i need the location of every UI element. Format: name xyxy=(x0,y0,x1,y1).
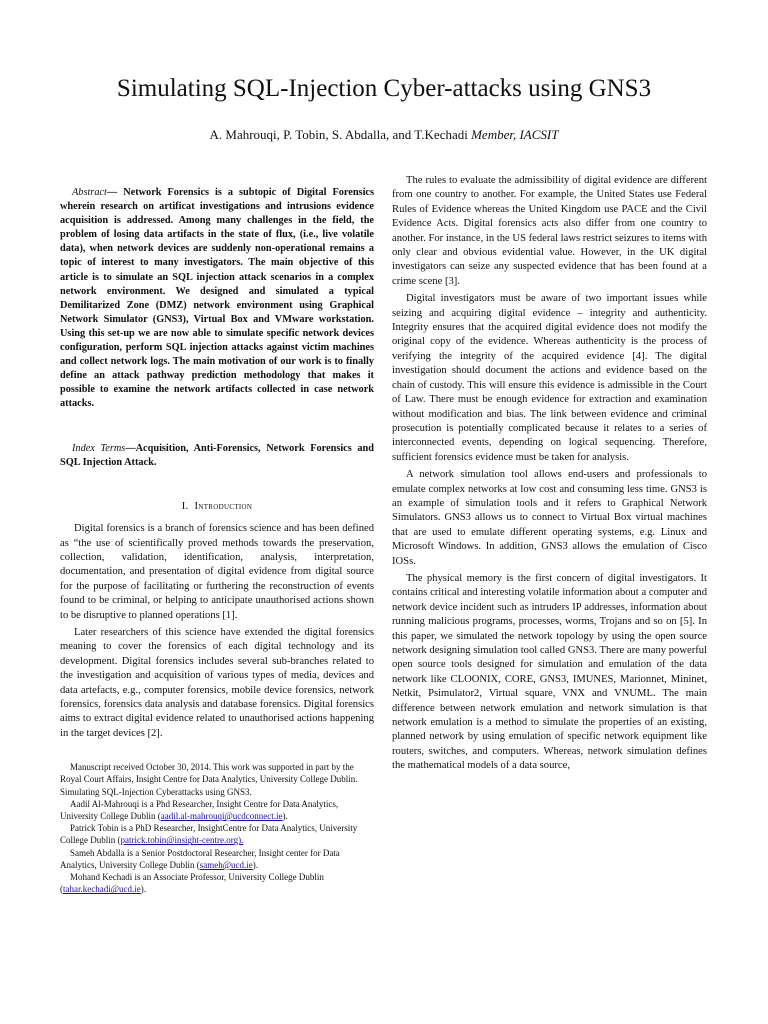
section-title: Introduction xyxy=(194,500,253,512)
body-paragraph-physical-memory: The physical memory is the first concern of digital investigators. It contains critical and interesting volatile information about a computer and network device incident such as intruders IP addresses, information about running malicious programs, processes, worms, Trojans and so on [5]. In this paper, we simulated the network topology by using the open source network designing simulation tool called GNS3. There are many powerful open source tools designed for simulation and emulation of the data network like CLOONIX, CORE, GNS3, IMUNES, Marionnet, Mininet, Netkit, Psimulator2, Virtual square, VNX and VNUML. The main difference between network emulation and network simulation is that network emulation is a method to simulate the properties of an existing, planned network by using emulation of specific network equipment like routers, switches, and computers. Whereas, network simulation defines the mathematical models of a data source, xyxy=(392,572,707,772)
section-heading-introduction xyxy=(60,500,374,514)
intro-paragraph-2: Later researchers of this science have extended the digital forensics meaning to cover the forensics of each digital technology and its development. Digital forensics includes several sub-branches related to the investigation and acquisition of various types of media, devices and data artefacts, e.g., computer forensics, mobile device forensics, network forensics, forensics data analysis and database forensics. Digital forensics aims to extract digital evidence related to unauthorised actions happening in the target devices [2]. xyxy=(60,626,374,739)
abstract xyxy=(60,186,374,412)
email-link-tobin[interactable]: patrick.tobin@insight-centre.org). xyxy=(120,835,244,846)
footnote-author-2 xyxy=(60,822,374,846)
footnote-author-4-end: ). xyxy=(140,884,147,895)
footnote-author-4-text: Mohand Kechadi is an Associate Professor, University College Dublin ( xyxy=(60,872,324,895)
footnote-author-1 xyxy=(60,798,374,822)
abstract-dash: — xyxy=(106,187,124,198)
footnote-author-3-text: Sameh Abdalla is a Senior Postdoctoral Researcher, Insight center for Data Analytics, University College Dublin ( xyxy=(60,847,340,870)
author-names: A. Mahrouqi, P. Tobin, S. Abdalla, and T.Kechadi xyxy=(209,127,472,142)
body-paragraph-admissibility: The rules to evaluate the admissibility of digital evidence are different from one country to another. For example, the United States use Federal Rules of Evidence whereas the United Kingdom use PACE and the Civil Evidence Acts. Digital forensics acts also differ from one country to another. For instance, in the US federal laws restrict seizures to items with only clear and obvious evidential value. However, in the UK digital investigators can seize any suspected evidence that has been found at a crime scene [3]. xyxy=(392,175,707,287)
right-column xyxy=(392,174,707,777)
index-terms-text: —Acquisition, Anti-Forensics, Network Forensics and SQL Injection Attack. xyxy=(60,442,374,468)
abstract-label: Abstract xyxy=(72,187,107,198)
abstract-text: Network Forensics is a subtopic of Digital Forensics wherein research on artificat investigations and intrusions evidence acquisition is addressed. Among many challenges in the field, the problem of losing data artifacts in the state of flux, (i.e., live volatile data), when network devices are suddenly non-operational remains a topic of interest to many investigators. The main objective of this article is to simulate an SQL injection attack scenarios in a complex network environment. We designed and simulated a typical Demilitarized Zone (DMZ) network environment using Graphical Network Simulator (GNS3), Virtual Box and VMware workstation. Using this set-up we are now able to simulate specific network devices configuration, perform SQL injection attacks against victim machines and collect network logs. The main motivation of our work is to finally define an attack pathway prediction methodology that makes it possible to examine the network artifacts collected in case network attacks. xyxy=(60,187,375,410)
index-terms-label: Index Terms xyxy=(72,442,126,454)
footnote-author-3-end: ). xyxy=(252,859,259,870)
email-link-kechadi[interactable]: tahar.kechadi@ucd.ie xyxy=(63,884,141,895)
footnote-author-3 xyxy=(60,847,374,871)
footnote-author-4 xyxy=(60,871,374,895)
body-paragraph-integrity: Digital investigators must be aware of two important issues while seizing and acquiring digital evidence – integrity and authenticity. Integrity ensures that the acquired digital evidence does not modify the original copy of the evidence. Whereas authenticity is the process of verifying the integrity of the acquired evidence [4]. The digital investigation should document the actions and evidence based on the chain of custody. This will ensure this evidence is admissible in the Court of Law. There must be enough evidence for extraction and examination without modification and bias. The link between evidence and criminal prosecution is potentially complicated because it relates to a series of interconnected events, depending on logical sequencing. Therefore, sufficient forensics evidence must be taken for analysis. xyxy=(392,293,707,463)
left-column xyxy=(60,186,374,895)
footnote-author-1-end: ). xyxy=(282,811,288,821)
footnote-author-1-text: Aadil Al-Mahrouqi is a Phd Researcher, Insight Centre for Data Analytics, University College Dublin ( xyxy=(60,798,339,821)
section-number: I. xyxy=(181,500,189,512)
footnotes xyxy=(60,761,374,895)
footnote-author-2-text: Patrick Tobin is a PhD Researcher, InsightCentre for Data Analytics, University College Dublin ( xyxy=(60,823,358,846)
footnote-manuscript: Manuscript received October 30, 2014. This work was supported in part by the Royal Court Affairs, Insight Centre for Data Analytics, University College Dublin. Simulating SQL-Injection Cyberattacks using GNS3. xyxy=(60,762,358,797)
email-link-mahrouqi[interactable]: aadil.al-mahrouqi@ucdconnect.ie xyxy=(160,811,283,821)
intro-paragraph-1: Digital forensics is a branch of forensics science and has been defined as “the use of scientifically proved methods towards the preservation, collection, validation, identification, analysis, interpretation, documentation, and presentation of digital evidence from digital source for the purpose of facilitating or furthering the reconstruction of events found to be criminal, or helping to anticipate unauthorised actions shown to be disruptive to planned operations [1]. xyxy=(60,523,374,621)
author-line xyxy=(0,127,768,143)
index-terms xyxy=(60,442,374,470)
body-paragraph-simulation-tool: A network simulation tool allows end-users and professionals to emulate complex networks at low cost and consuming less time. GNS3 is an example of simulation tools and it refers to Graphical Network Simulators. GNS3 allows us to connect to Virtual Box virtual machines that are used to emulate different operating systems, e.g. Linux and Microsoft Windows. In addition, GNS3 allows the emulation of Cisco IOSs. xyxy=(392,469,707,567)
author-membership: Member, IACSIT xyxy=(471,127,559,142)
email-link-abdalla[interactable]: sameh@ucd.ie xyxy=(199,859,253,870)
paper-title: Simulating SQL-Injection Cyber-attacks using GNS3 xyxy=(116,75,652,102)
